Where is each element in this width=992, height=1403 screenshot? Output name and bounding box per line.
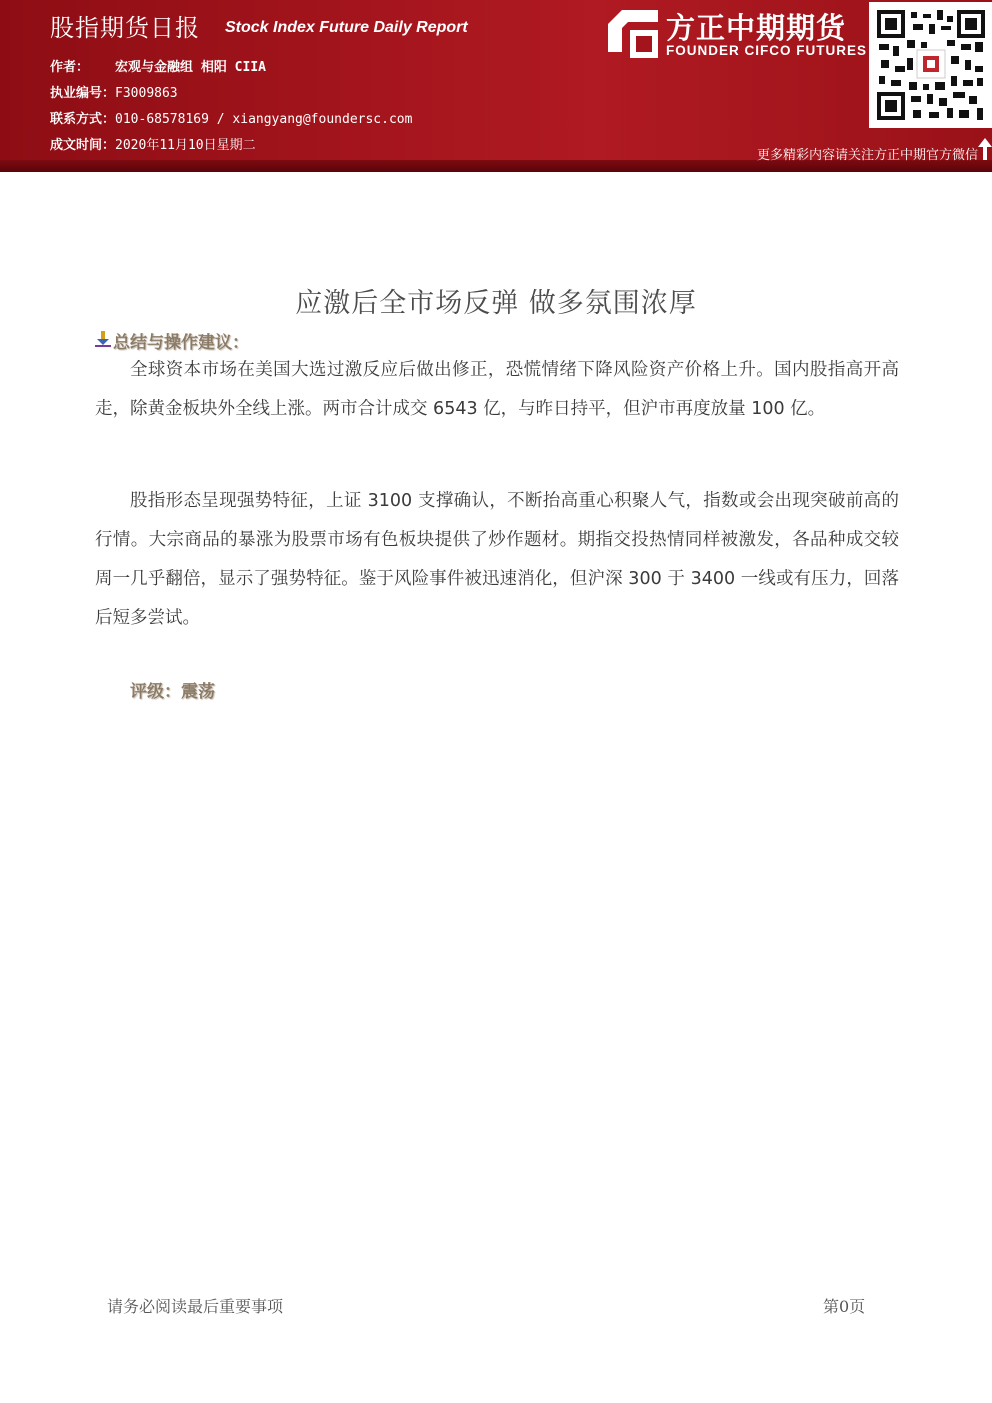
- company-logo: [608, 6, 866, 62]
- report-header: [0, 0, 992, 172]
- footer-notice: 请务必阅读最后重要事项: [107, 1297, 284, 1316]
- qr-code-icon: [877, 10, 985, 120]
- contact-line: [50, 108, 412, 127]
- date-line: [50, 134, 256, 153]
- logo-text-en: FOUNDER CIFCO FUTURES: [666, 43, 867, 58]
- date-label: 成文时间：: [50, 138, 116, 153]
- paragraph-1: 全球资本市场在美国大选过激反应后做出修正，恐慌情绪下降风险资产价格上升。国内股指高开高走，除黄金板块外全线上涨。两市合计成交 6543 亿，与昨日持平，但沪市再度放量 100 亿。: [95, 360, 899, 419]
- license-line: [50, 82, 178, 101]
- contact-label: 联系方式：: [50, 112, 116, 127]
- rating: 评级：震荡: [130, 682, 215, 702]
- logo-mark-icon: [608, 8, 658, 58]
- license-value: F3009863: [115, 86, 178, 101]
- page-number: 第0页: [823, 1297, 866, 1316]
- article-title: 应激后全市场反弹 做多氛围浓厚: [295, 288, 697, 319]
- paragraph-2: 股指形态呈现强势特征，上证 3100 支撑确认，不断抬高重心积聚人气，指数或会出现突破前高的行情。大宗商品的暴涨为股票市场有色板块提供了炒作题材。期指交投热情同样被激发，各品种成交较周一几乎翻倍，显示了强势特征。鉴于风险事件被迅速消化，但沪深 300 于 3400 一线或有压力，回落后短多尝试。: [95, 491, 899, 628]
- report-title-cn: 股指期货日报: [50, 14, 200, 42]
- qr-code: [869, 2, 992, 128]
- logo-text-cn: 方正中期期货: [666, 11, 847, 45]
- author-line: [50, 56, 266, 75]
- date-value: 2020年11月10日星期二: [115, 138, 256, 153]
- author-label: 作者：: [50, 60, 90, 75]
- license-label: 执业编号：: [50, 86, 116, 101]
- author-value: 宏观与金融组 相阳 CIIA: [115, 60, 266, 75]
- section-heading-text: 总结与操作建议：: [113, 333, 249, 353]
- bullet-icon: [95, 331, 111, 347]
- report-title-en: Stock Index Future Daily Report: [225, 19, 468, 36]
- wechat-note: 更多精彩内容请关注方正中期官方微信: [756, 148, 978, 163]
- arrow-up-icon: [978, 138, 992, 160]
- contact-value: 010-68578169 / xiangyang@foundersc.com: [115, 112, 413, 127]
